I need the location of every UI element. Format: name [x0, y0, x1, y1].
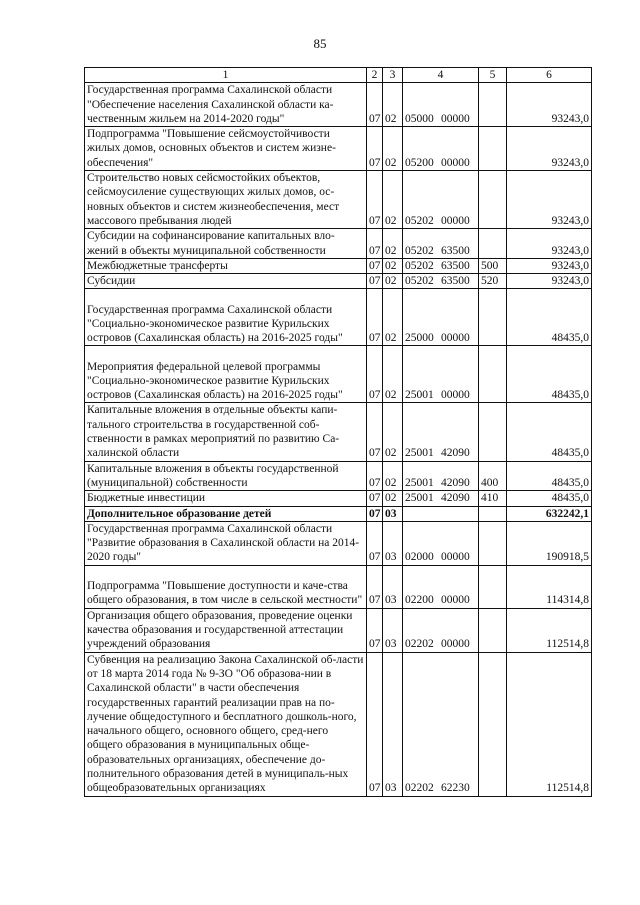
- target-code-direction: 00000: [441, 332, 470, 345]
- table-row: [85, 229, 592, 259]
- header-col-6: 6: [507, 68, 592, 83]
- row-amount-cell: 112514,8: [507, 652, 592, 796]
- row-expense-type-cell: [479, 506, 507, 521]
- row-target-code-cell: [403, 491, 479, 506]
- target-code-direction: 42090: [441, 476, 470, 489]
- row-amount-cell: 190918,5: [507, 521, 592, 565]
- row-amount-cell: 48435,0: [507, 491, 592, 506]
- table-body: [85, 83, 592, 796]
- table-row: [85, 127, 592, 171]
- row-section-cell: 07: [367, 506, 383, 521]
- row-subsection-cell: 02: [383, 289, 403, 346]
- target-code-program: 05200: [405, 156, 434, 169]
- target-code-program: 25000: [405, 332, 434, 345]
- target-code-program: 25001: [405, 389, 434, 402]
- row-amount-cell: 93243,0: [507, 83, 592, 127]
- table-row: [85, 461, 592, 491]
- row-subsection-cell: 03: [383, 652, 403, 796]
- row-name-cell: Подпрограмма "Повышение доступности и каче-ства общего образования, в том числе в сельской местности": [85, 565, 367, 608]
- target-code-program: 02202: [405, 782, 434, 795]
- row-target-code-cell: [403, 521, 479, 565]
- row-subsection-cell: 03: [383, 608, 403, 652]
- target-code-direction: 00000: [441, 551, 470, 564]
- target-code-direction: 00000: [441, 389, 470, 402]
- row-amount-cell: 93243,0: [507, 274, 592, 289]
- row-amount-cell: 48435,0: [507, 289, 592, 346]
- row-expense-type-cell: 400: [479, 461, 507, 491]
- row-subsection-cell: 02: [383, 491, 403, 506]
- table-row: [85, 565, 592, 608]
- row-target-code-cell: [403, 289, 479, 346]
- target-code-direction: 62230: [441, 782, 470, 795]
- row-expense-type-cell: [479, 403, 507, 461]
- target-code-direction: 42090: [441, 492, 470, 505]
- target-code-program: 05202: [405, 214, 434, 227]
- row-target-code-cell: [403, 83, 479, 127]
- row-expense-type-cell: [479, 83, 507, 127]
- target-code-direction: 63500: [441, 259, 470, 272]
- row-subsection-cell: 03: [383, 506, 403, 521]
- target-code-direction: 63500: [441, 244, 470, 257]
- budget-table: [84, 67, 592, 797]
- target-code-program: 02200: [405, 594, 434, 607]
- target-code-program: 05202: [405, 259, 434, 272]
- table-row: [85, 491, 592, 506]
- row-expense-type-cell: [479, 127, 507, 171]
- row-target-code-cell: [403, 229, 479, 259]
- target-code-program: 02000: [405, 551, 434, 564]
- target-code-program: 25001: [405, 492, 434, 505]
- row-target-code-cell: [403, 171, 479, 229]
- row-name-cell: Капитальные вложения в объекты государственной (муниципальной) собственности: [85, 461, 367, 491]
- header-col-5: 5: [479, 68, 507, 83]
- target-code-program: 25001: [405, 476, 434, 489]
- row-amount-cell: 48435,0: [507, 461, 592, 491]
- row-expense-type-cell: [479, 608, 507, 652]
- row-name-cell: Бюджетные инвестиции: [85, 491, 367, 506]
- row-section-cell: 07: [367, 171, 383, 229]
- target-code-direction: 00000: [441, 638, 470, 651]
- row-section-cell: 07: [367, 289, 383, 346]
- target-code-direction: 00000: [441, 156, 470, 169]
- row-target-code-cell: [403, 346, 479, 403]
- row-section-cell: 07: [367, 127, 383, 171]
- row-amount-cell: 114314,8: [507, 565, 592, 608]
- row-amount-cell: 48435,0: [507, 346, 592, 403]
- row-subsection-cell: 02: [383, 83, 403, 127]
- target-code-program: 05202: [405, 275, 434, 288]
- target-code-program: 05000: [405, 112, 434, 125]
- table-row: [85, 652, 592, 796]
- target-code-program: 02202: [405, 638, 434, 651]
- row-section-cell: 07: [367, 274, 383, 289]
- row-name-cell: Субсидии на софинансирование капитальных вло-жений в объекты муниципальной собственности: [85, 229, 367, 259]
- row-section-cell: 07: [367, 491, 383, 506]
- table-row: [85, 274, 592, 289]
- target-code-program: 05202: [405, 244, 434, 257]
- page-number: 85: [313, 36, 327, 51]
- row-section-cell: 07: [367, 461, 383, 491]
- table-row: [85, 403, 592, 461]
- row-subsection-cell: 02: [383, 461, 403, 491]
- row-expense-type-cell: [479, 346, 507, 403]
- row-section-cell: 07: [367, 258, 383, 273]
- row-name-cell: Межбюджетные трансферты: [85, 258, 367, 273]
- row-target-code-cell: [403, 258, 479, 273]
- header-col-1: 1: [85, 68, 367, 83]
- row-section-cell: 07: [367, 403, 383, 461]
- row-target-code-cell: [403, 608, 479, 652]
- row-expense-type-cell: [479, 171, 507, 229]
- row-subsection-cell: 03: [383, 565, 403, 608]
- row-name-cell: Государственная программа Сахалинской области "Обеспечение населения Сахалинской области ка-чественным жильем на 2014-2020 годы": [85, 83, 367, 127]
- row-expense-type-cell: [479, 521, 507, 565]
- row-subsection-cell: 02: [383, 403, 403, 461]
- row-expense-type-cell: [479, 652, 507, 796]
- row-section-cell: 07: [367, 608, 383, 652]
- row-name-cell: Строительство новых сейсмостойких объектов, сейсмоусиление существующих жилых домов, ос-новных объектов и систем жизнеобеспечения, мест массового пребывания людей: [85, 171, 367, 229]
- row-subsection-cell: 02: [383, 258, 403, 273]
- table-row: [85, 171, 592, 229]
- row-target-code-cell: [403, 565, 479, 608]
- row-expense-type-cell: [479, 565, 507, 608]
- row-target-code-cell: [403, 127, 479, 171]
- row-section-cell: 07: [367, 83, 383, 127]
- row-name-cell: Мероприятия федеральной целевой программы "Социально-экономическое развитие Курильских островов (Сахалинская область) на 2016-2025 годы": [85, 346, 367, 403]
- table-row: [85, 608, 592, 652]
- row-subsection-cell: 02: [383, 229, 403, 259]
- row-name-cell: Дополнительное образование детей: [85, 506, 367, 521]
- table-row: [85, 521, 592, 565]
- header-col-3: 3: [383, 68, 403, 83]
- row-amount-cell: 93243,0: [507, 258, 592, 273]
- target-code-direction: 00000: [441, 214, 470, 227]
- row-expense-type-cell: 410: [479, 491, 507, 506]
- row-name-cell: Государственная программа Сахалинской области "Социально-экономическое развитие Курильских островов (Сахалинская область) на 2016-2025 годы": [85, 289, 367, 346]
- row-expense-type-cell: [479, 229, 507, 259]
- row-name-cell: Капитальные вложения в отдельные объекты капи-тального строительства в государственной соб-ственности в рамках мероприятий по развитию Са-халинской области: [85, 403, 367, 461]
- target-code-direction: 00000: [441, 594, 470, 607]
- row-amount-cell: 632242,1: [507, 506, 592, 521]
- row-expense-type-cell: 500: [479, 258, 507, 273]
- row-name-cell: Субсидии: [85, 274, 367, 289]
- row-section-cell: 07: [367, 652, 383, 796]
- table-row: [85, 258, 592, 273]
- row-subsection-cell: 02: [383, 127, 403, 171]
- row-section-cell: 07: [367, 565, 383, 608]
- row-amount-cell: 93243,0: [507, 229, 592, 259]
- row-amount-cell: 112514,8: [507, 608, 592, 652]
- row-section-cell: 07: [367, 521, 383, 565]
- row-expense-type-cell: [479, 289, 507, 346]
- table-row: [85, 346, 592, 403]
- row-amount-cell: 93243,0: [507, 171, 592, 229]
- table-header-row: [85, 68, 592, 83]
- target-code-direction: 00000: [441, 112, 470, 125]
- target-code-direction: 63500: [441, 275, 470, 288]
- row-amount-cell: 93243,0: [507, 127, 592, 171]
- row-name-cell: Государственная программа Сахалинской области "Развитие образования в Сахалинской области на 2014-2020 годы": [85, 521, 367, 565]
- row-subsection-cell: 02: [383, 346, 403, 403]
- header-col-4: 4: [403, 68, 479, 83]
- row-subsection-cell: 03: [383, 521, 403, 565]
- row-name-cell: Подпрограмма "Повышение сейсмоустойчивости жилых домов, основных объектов и систем жизне-обеспечения": [85, 127, 367, 171]
- row-subsection-cell: 02: [383, 171, 403, 229]
- row-name-cell: Организация общего образования, проведение оценки качества образования и государственной аттестации учреждений образования: [85, 608, 367, 652]
- row-target-code-cell: [403, 403, 479, 461]
- target-code-program: 25001: [405, 447, 434, 460]
- row-target-code-cell: [403, 274, 479, 289]
- row-amount-cell: 48435,0: [507, 403, 592, 461]
- table-row: [85, 289, 592, 346]
- row-subsection-cell: 02: [383, 274, 403, 289]
- row-expense-type-cell: 520: [479, 274, 507, 289]
- target-code-direction: 42090: [441, 447, 470, 460]
- table-row: [85, 506, 592, 521]
- table-row: [85, 83, 592, 127]
- header-col-2: 2: [367, 68, 383, 83]
- row-section-cell: 07: [367, 229, 383, 259]
- row-section-cell: 07: [367, 346, 383, 403]
- row-name-cell: Субвенция на реализацию Закона Сахалинской об-ласти от 18 марта 2014 года № 9-ЗО "Об образова-нии в Сахалинской области" в части обеспечения государственных гарантий реализации прав на по-лучение общедоступного и бесплатного дошколь-ного, начального общего, основного общего, сред-него общего образования в муниципальных обще-образовательных организациях, обеспечение до-полнительного образования детей в муниципаль-ных общеобразовательных организациях: [85, 652, 367, 796]
- row-target-code-cell: [403, 652, 479, 796]
- row-target-code-cell: [403, 461, 479, 491]
- row-target-code-cell: [403, 506, 479, 521]
